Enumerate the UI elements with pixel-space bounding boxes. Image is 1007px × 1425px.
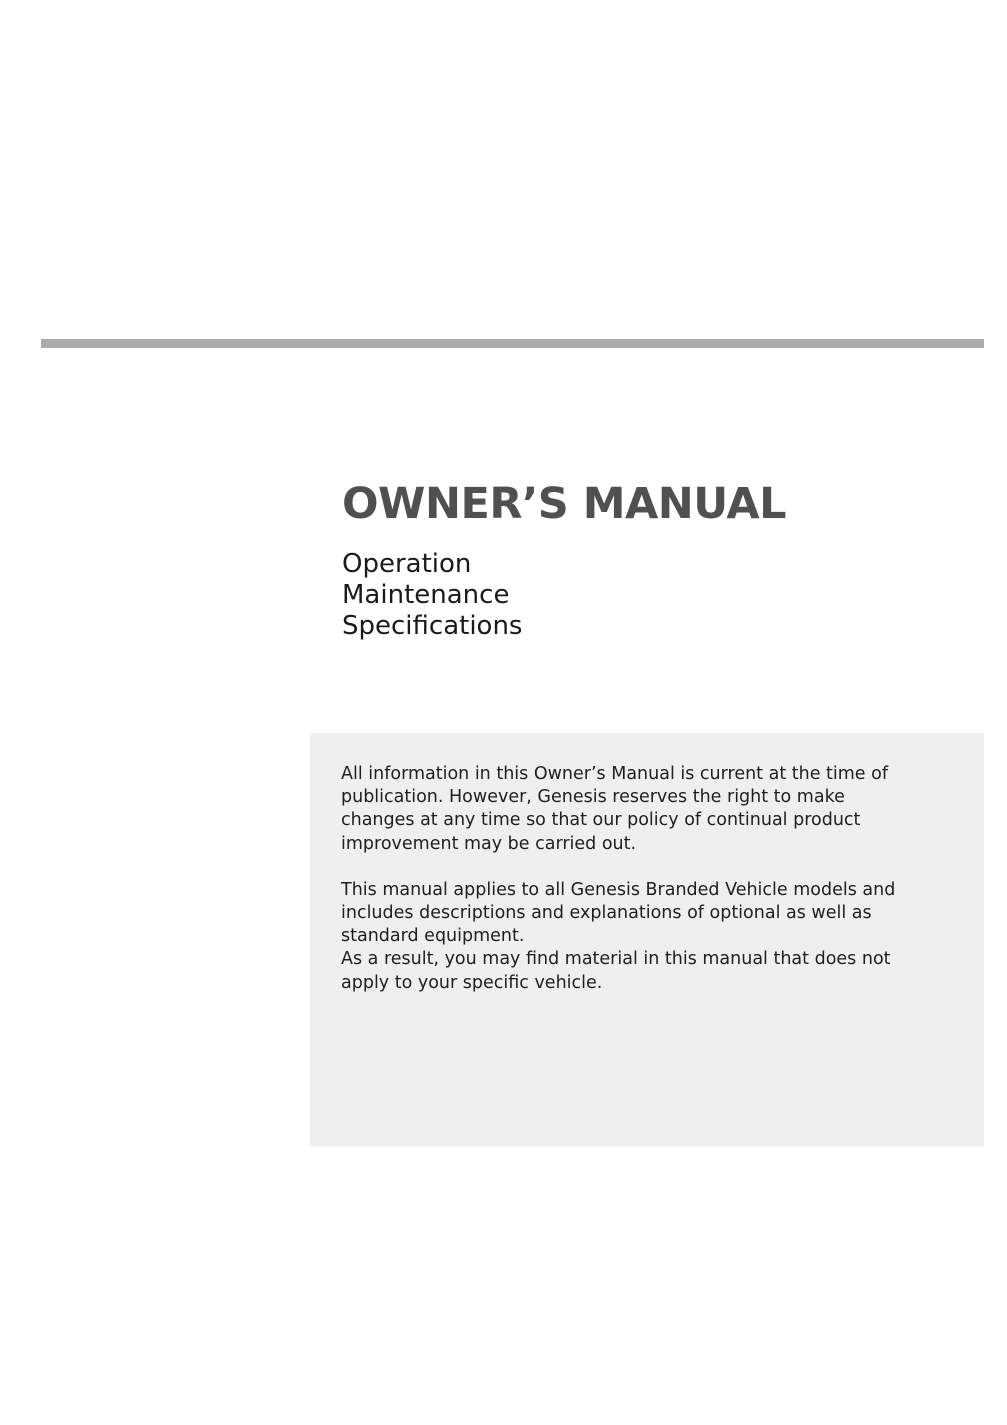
subtitle-specifications: Specifications xyxy=(342,611,523,641)
notice-paragraph-applicability: This manual applies to all Genesis Branded Vehicle models and includes descriptions and explanations of optional as well as standard equipment. xyxy=(341,879,896,947)
subtitle-operation: Operation xyxy=(342,549,472,579)
notice-paragraph-publication: All information in this Owner’s Manual is current at the time of publication. However, Genesis reserves the right to make changes at any time so that our policy of continual product improvement may be carried out. xyxy=(341,764,889,854)
notice-paragraph-result: As a result, you may find material in this manual that does not apply to your specific vehicle. xyxy=(341,949,891,993)
notice-box xyxy=(310,733,984,1146)
manual-title: OWNER’S MANUAL xyxy=(342,479,787,529)
notice-text xyxy=(341,763,901,995)
top-divider-bar xyxy=(41,339,984,348)
subtitle-list xyxy=(342,549,522,642)
subtitle-maintenance: Maintenance xyxy=(342,580,510,610)
